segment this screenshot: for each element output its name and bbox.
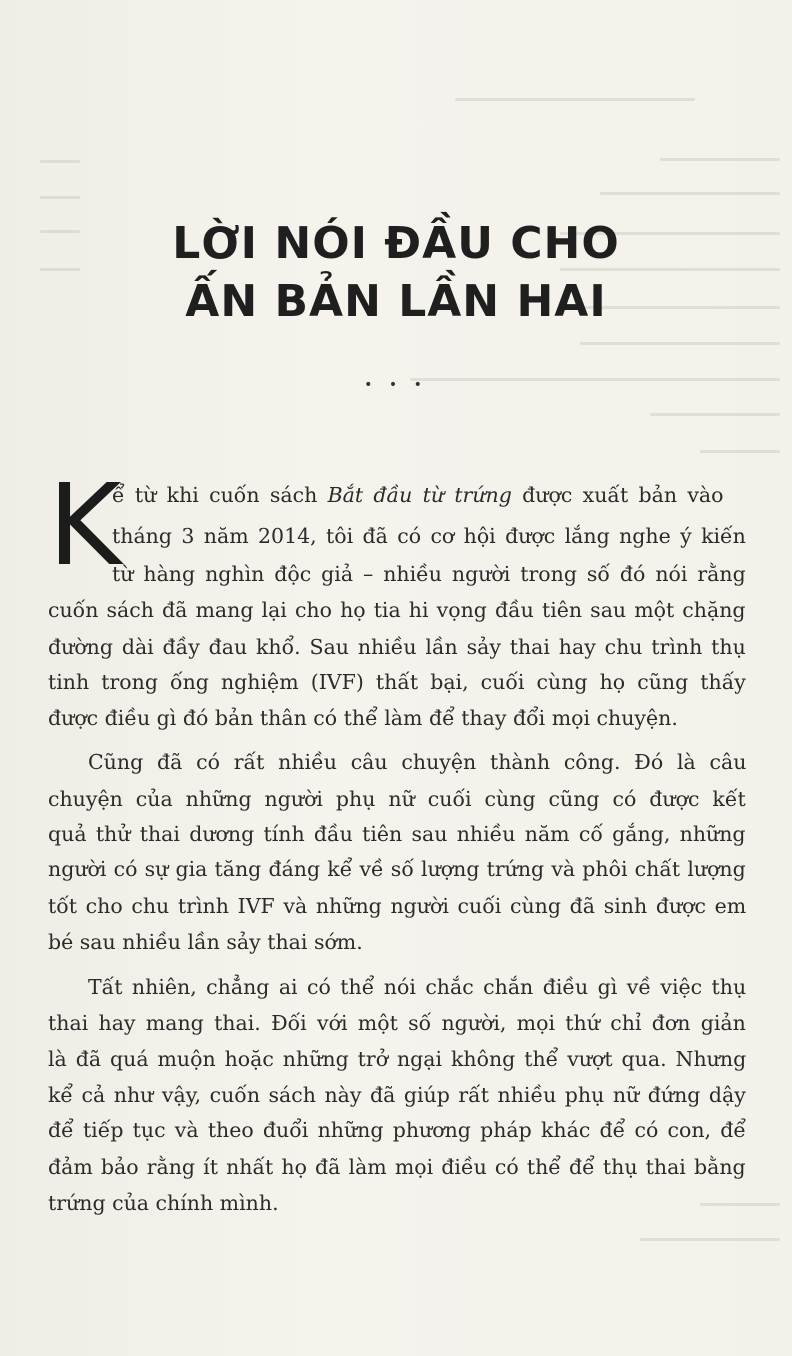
paragraph-1-line-1: [112, 485, 723, 506]
paragraph-1-line-2: tháng 3 năm 2014, tôi đã có cơ hội được lắng nghe ý kiến: [112, 524, 746, 548]
paragraph-2-line-4: người có sự gia tăng đáng kể về số lượng trứng và phôi chất lượng: [48, 857, 746, 881]
paragraph-2-line-5: tốt cho chu trình IVF và những người cuối cùng đã sinh được em: [48, 894, 747, 918]
paragraph-2-line-6: bé sau nhiều lần sảy thai sớm.: [48, 930, 363, 954]
text-run: ể từ khi cuốn sách: [112, 483, 328, 507]
paragraph-3-line-2: thai hay mang thai. Đối với một số người, mọi thứ chỉ đơn giản: [48, 1011, 746, 1035]
paragraph-1-line-7: được điều gì đó bản thân có thể làm để thay đổi mọi chuyện.: [48, 706, 678, 730]
text-run: được xuất bản vào: [511, 483, 724, 507]
paragraph-1-line-4: cuốn sách đã mang lại cho họ tia hi vọng đầu tiên sau một chặng: [48, 598, 746, 622]
paragraph-2-line-1: Cũng đã có rất nhiều câu chuyện thành công. Đó là câu: [88, 750, 747, 774]
paragraph-3-line-6: đảm bảo rằng ít nhất họ đã làm mọi điều có thể để thụ thai bằng: [48, 1155, 746, 1179]
paragraph-1-line-6: tinh trong ống nghiệm (IVF) thất bại, cuối cùng họ cũng thấy: [48, 670, 746, 694]
paragraph-3-line-3: là đã quá muộn hoặc những trở ngại không thể vượt qua. Nhưng: [48, 1047, 747, 1071]
chapter-title-line-2: ẤN BẢN LẦN HAI: [185, 276, 607, 327]
paragraph-3-line-7: trứng của chính mình.: [48, 1191, 279, 1215]
chapter-title-line-1: LỜI NÓI ĐẦU CHO: [172, 218, 620, 269]
paragraph-3-line-1: Tất nhiên, chẳng ai có thể nói chắc chắn điều gì về việc thụ: [88, 975, 747, 999]
paragraph-2-line-3: quả thử thai dương tính đầu tiên sau nhiều năm cố gắng, những: [48, 822, 746, 846]
paragraph-2-line-2: chuyện của những người phụ nữ cuối cùng cũng có được kết: [48, 787, 746, 811]
paragraph-1-line-3: từ hàng nghìn độc giả – nhiều người trong số đó nói rằng: [112, 562, 746, 586]
paragraph-3-line-4: kể cả như vậy, cuốn sách này đã giúp rất nhiều phụ nữ đứng dậy: [48, 1083, 746, 1107]
section-ornament: • • •: [364, 377, 428, 393]
paragraph-1-line-5: đường dài đầy đau khổ. Sau nhiều lần sảy thai hay chu trình thụ: [48, 635, 746, 659]
paragraph-3-line-5: để tiếp tục và theo đuổi những phương pháp khác để có con, để: [48, 1118, 746, 1142]
book-title: Bắt đầu từ trứng: [327, 483, 512, 507]
drop-cap: K: [48, 461, 122, 591]
